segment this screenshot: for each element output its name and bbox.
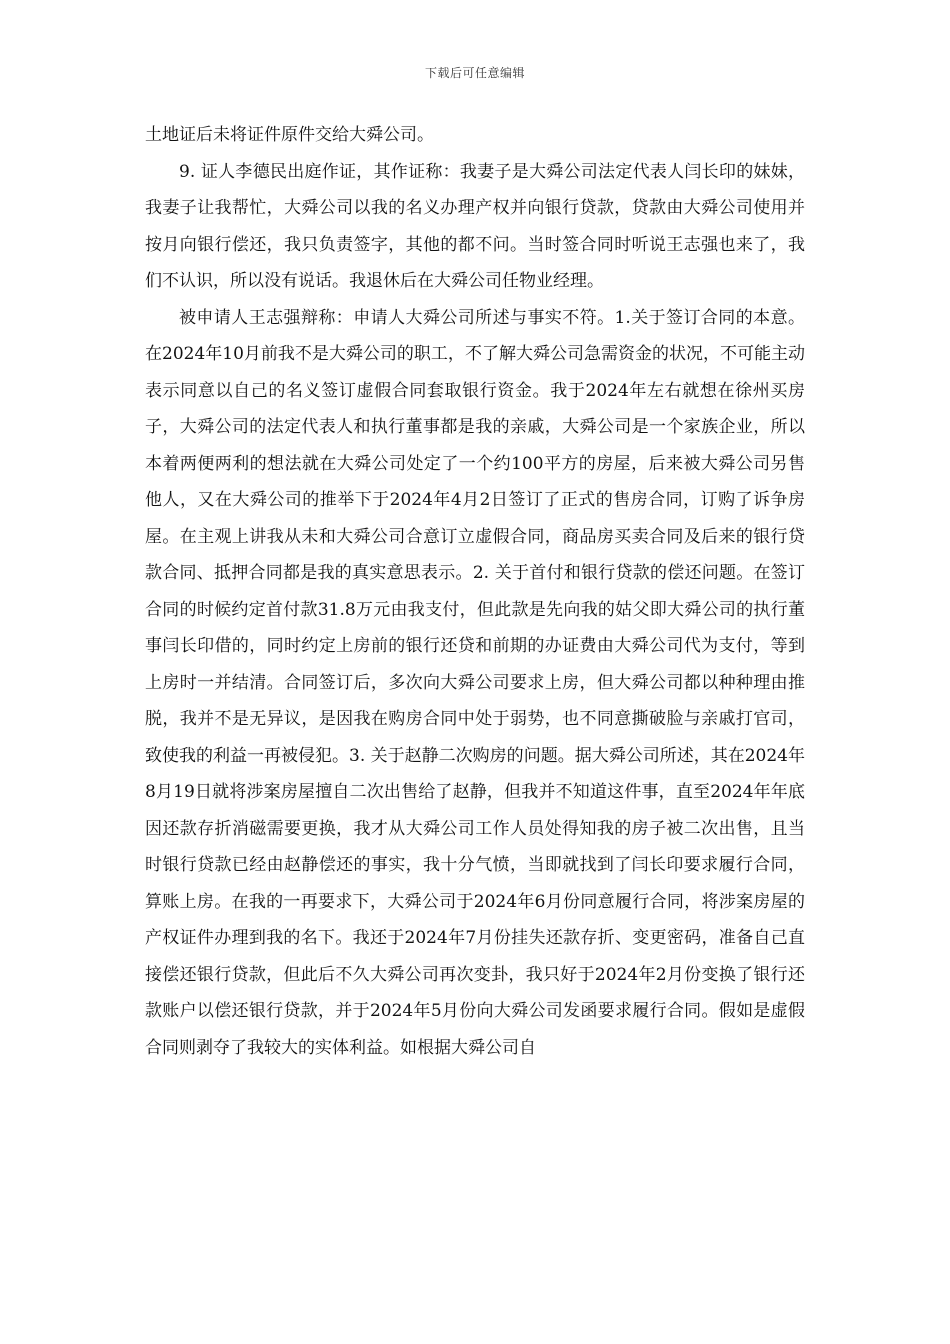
paragraph-witness-testimony: 9. 证人李德民出庭作证，其作证称：我妻子是大舜公司法定代表人闫长印的妹妹，我妻子让我帮忙，大舜公司以我的名义办理产权并向银行贷款，贷款由大舜公司使用并按月向银行偿还，我只负责签字，其他的都不问。当时签合同时听说王志强也来了，我们不认识，所以没有说话。我退休后在大舜公司任物业经理。	[145, 161, 805, 291]
paragraph-respondent-defense: 被申请人王志强辩称：申请人大舜公司所述与事实不符。1.关于签订合同的本意。在2024年10月前我不是大舜公司的职工，不了解大舜公司急需资金的状况，不可能主动表示同意以自己的名义签订虚假合同套取银行资金。我于2024年左右就想在徐州买房子，大舜公司的法定代表人和执行董事都是我的亲戚，大舜公司是一个家族企业，所以本着两便两利的想法就在大舜公司处定了一个约100平方的房屋，后来被大舜公司另售他人，又在大舜公司的推举下于2024年4月2日签订了正式的售房合同，订购了诉争房屋。在主观上讲我从未和大舜公司合意订立虚假合同，商品房买卖合同及后来的银行贷款合同、抵押合同都是我的真实意思表示。2. 关于首付和银行贷款的偿还问题。在签订合同的时候约定首付款31.8万元由我支付，但此款是先向我的姑父即大舜公司的执行董事闫长印借的，同时约定上房前的银行还贷和前期的办证费由大舜公司代为支付，等到上房时一并结清。合同签订后，多次向大舜公司要求上房，但大舜公司都以种种理由推脱，我并不是无异议，是因我在购房合同中处于弱势，也不同意撕破脸与亲戚打官司，致使我的利益一再被侵犯。3. 关于赵静二次购房的问题。据大舜公司所述，其在2024年8月19日就将涉案房屋擅自二次出售给了赵静，但我并不知道这件事，直至2024年年底因还款存折消磁需要更换，我才从大舜公司工作人员处得知我的房子被二次出售，且当时银行贷款已经由赵静偿还的事实，我十分气愤，当即就找到了闫长印要求履行合同，算账上房。在我的一再要求下，大舜公司于2024年6月份同意履行合同，将涉案房屋的产权证件办理到我的名下。我还于2024年7月份挂失还款存折、变更密码，准备自己直接偿还银行贷款，但此后不久大舜公司再次变卦，我只好于2024年2月份变换了银行还款账户以偿还银行贷款，并于2024年5月份向大舜公司发函要求履行合同。假如是虚假合同则剥夺了我较大的实体利益。如根据大舜公司自	[145, 307, 805, 1058]
document-body	[145, 117, 805, 1066]
page-header: 下载后可任意编辑	[424, 66, 525, 80]
paragraph-continuation: 土地证后未将证件原件交给大舜公司。	[145, 125, 434, 145]
